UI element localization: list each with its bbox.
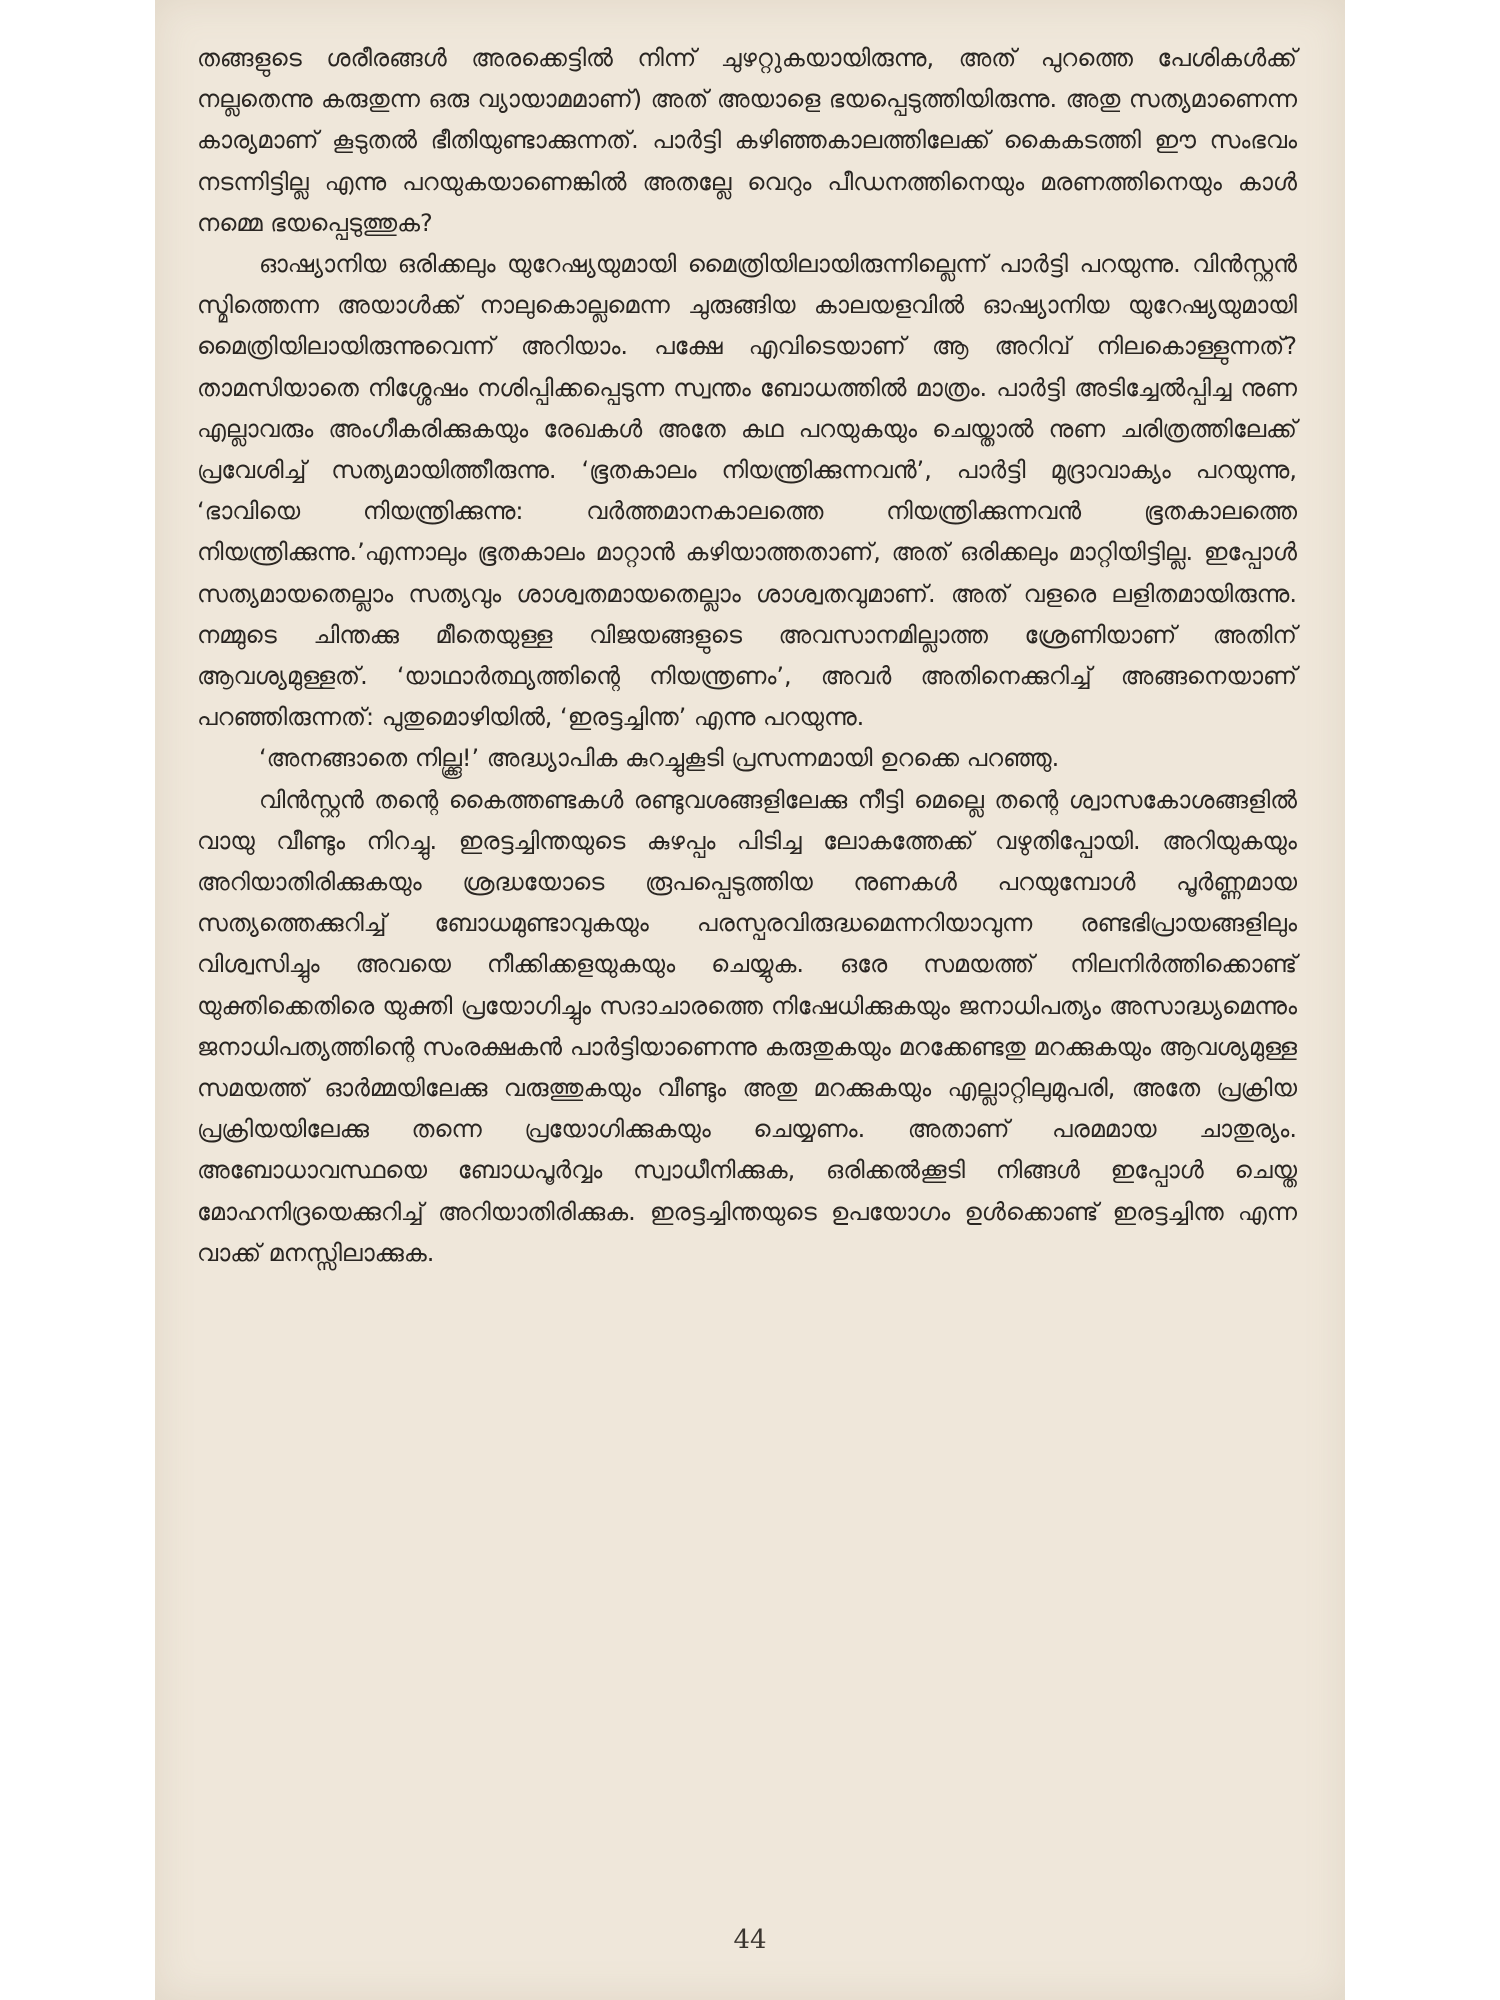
paragraph-3: ‘അനങ്ങാതെ നില്ക്കൂ!’ അദ്ധ്യാപിക കുറച്ചുകൂടി പ്രസന്നമായി ഉറക്കെ പറഞ്ഞു. xyxy=(259,744,1060,773)
book-page xyxy=(155,0,1345,2000)
page-number: 44 xyxy=(733,1925,767,1955)
body-text xyxy=(197,38,1297,1274)
paragraph-2: ഓഷ്യാനിയ ഒരിക്കലും യുറേഷ്യയുമായി മൈത്രിയിലായിരുന്നില്ലെന്ന് പാർട്ടി പറയുന്നു. വിൻസ്റ്റൻ സ്മിത്തെന്ന അയാൾക്ക് നാലുകൊല്ലമെന്ന ചുരുങ്ങിയ കാലയളവിൽ ഓഷ്യാനിയ യുറേഷ്യയുമായി മൈത്രിയിലായിരുന്നുവെന്ന് അറിയാം. പക്ഷേ എവിടെയാണ് ആ അറിവ് നിലകൊള്ളുന്നത്? താമസിയാതെ നിശ്ശേഷം നശിപ്പിക്കപ്പെടുന്ന സ്വന്തം ബോധത്തിൽ മാത്രം. പാർട്ടി അടിച്ചേൽപ്പിച്ച നുണ എല്ലാവരും അംഗീകരിക്കുകയും രേഖകൾ അതേ കഥ പറയുകയും ചെയ്താൽ നുണ ചരിത്രത്തിലേക്ക് പ്രവേശിച്ച് സത്യമായിത്തീരുന്നു. ‘ഭൂതകാലം നിയന്ത്രിക്കുന്നവൻ’, പാർട്ടി മുദ്രാവാക്യം പറയുന്നു, ‘ഭാവിയെ നിയന്ത്രിക്കുന്നു: വർത്തമാനകാലത്തെ നിയന്ത്രിക്കുന്നവൻ ഭൂതകാലത്തെ നിയന്ത്രിക്കുന്നു.’എന്നാലും ഭൂതകാലം മാറ്റാൻ കഴിയാത്തതാണ്, അത് ഒരിക്കലും മാറ്റിയിട്ടില്ല. ഇപ്പോൾ സത്യമായതെല്ലാം സത്യവും ശാശ്വതമായതെല്ലാം ശാശ്വതവുമാണ്. അത് വളരെ ലളിതമായിരുന്നു. നമ്മുടെ ചിന്തക്കു മീതെയുള്ള വിജയങ്ങളുടെ അവസാനമില്ലാത്ത ശ്രേണിയാണ് അതിന് ആവശ്യമുള്ളത്. ‘യാഥാർത്ഥ്യത്തിന്റെ നിയന്ത്രണം’, അവർ അതിനെക്കുറിച്ച് അങ്ങനെയാണ് പറഞ്ഞിരുന്നത്: പുതുമൊഴിയിൽ, ‘ഇരട്ടച്ചിന്ത’ എന്നു പറയുന്നു. xyxy=(197,250,1297,732)
paragraph-4: വിൻസ്റ്റൻ തന്റെ കൈത്തണ്ടകൾ രണ്ടുവശങ്ങളിലേക്കു നീട്ടി മെല്ലെ തന്റെ ശ്വാസകോശങ്ങളിൽ വായു വീണ്ടും നിറച്ചു. ഇരട്ടച്ചിന്തയുടെ കുഴപ്പം പിടിച്ച ലോകത്തേക്ക് വഴുതിപ്പോയി. അറിയുകയും അറിയാതിരിക്കുകയും ശ്രദ്ധയോടെ രൂപപ്പെടുത്തിയ നുണകൾ പറയുമ്പോൾ പൂർണ്ണമായ സത്യത്തെക്കുറിച്ച് ബോധമുണ്ടാവുകയും പരസ്പരവിരുദ്ധമെന്നറിയാവുന്ന രണ്ടഭിപ്രായങ്ങളിലും വിശ്വസിച്ചും അവയെ നീക്കിക്കളയുകയും ചെയ്യുക. ഒരേ സമയത്ത് നിലനിർത്തിക്കൊണ്ട് യുക്തിക്കെതിരെ യുക്തി പ്രയോഗിച്ചും സദാചാരത്തെ നിഷേധിക്കുകയും ജനാധിപത്യം അസാദ്ധ്യമെന്നും ജനാധിപത്യത്തിന്റെ സംരക്ഷകൻ പാർട്ടിയാണെന്നു കരുതുകയും മറക്കേണ്ടതു മറക്കുകയും ആവശ്യമുള്ള സമയത്ത് ഓർമ്മയിലേക്കു വരുത്തുകയും വീണ്ടും അതു മറക്കുകയും എല്ലാറ്റിലുമുപരി, അതേ പ്രക്രിയ പ്രക്രിയയിലേക്കു തന്നെ പ്രയോഗിക്കുകയും ചെയ്യണം. അതാണ് പരമമായ ചാതുര്യം. അബോധാവസ്ഥയെ ബോധപൂർവ്വം സ്വാധീനിക്കുക, ഒരിക്കൽക്കൂടി നിങ്ങൾ ഇപ്പോൾ ചെയ്ത മോഹനിദ്രയെക്കുറിച്ച് അറിയാതിരിക്കുക. ഇരട്ടച്ചിന്തയുടെ ഉപയോഗം ഉൾക്കൊണ്ട് ഇരട്ടച്ചിന്ത എന്ന വാക്ക് മനസ്സിലാക്കുക. xyxy=(197,785,1297,1267)
paragraph-1: തങ്ങളുടെ ശരീരങ്ങൾ അരക്കെട്ടിൽ നിന്ന് ചുഴറ്റുകയായിരുന്നു, അത് പുറത്തെ പേശികൾക്ക് നല്ലതെന്നു കരുതുന്ന ഒരു വ്യായാമമാണ്) അത് അയാളെ ഭയപ്പെടുത്തിയിരുന്നു. അതു സത്യമാണെന്ന കാര്യമാണ് കൂടുതൽ ഭീതിയുണ്ടാക്കുന്നത്. പാർട്ടി കഴിഞ്ഞകാലത്തിലേക്ക് കൈകടത്തി ഈ സംഭവം നടന്നിട്ടില്ല എന്നു പറയുകയാണെങ്കിൽ അതല്ലേ വെറും പീഡനത്തിനെയും മരണത്തിനെയും കാൾ നമ്മെ ഭയപ്പെടുത്തുക? xyxy=(197,44,1297,237)
